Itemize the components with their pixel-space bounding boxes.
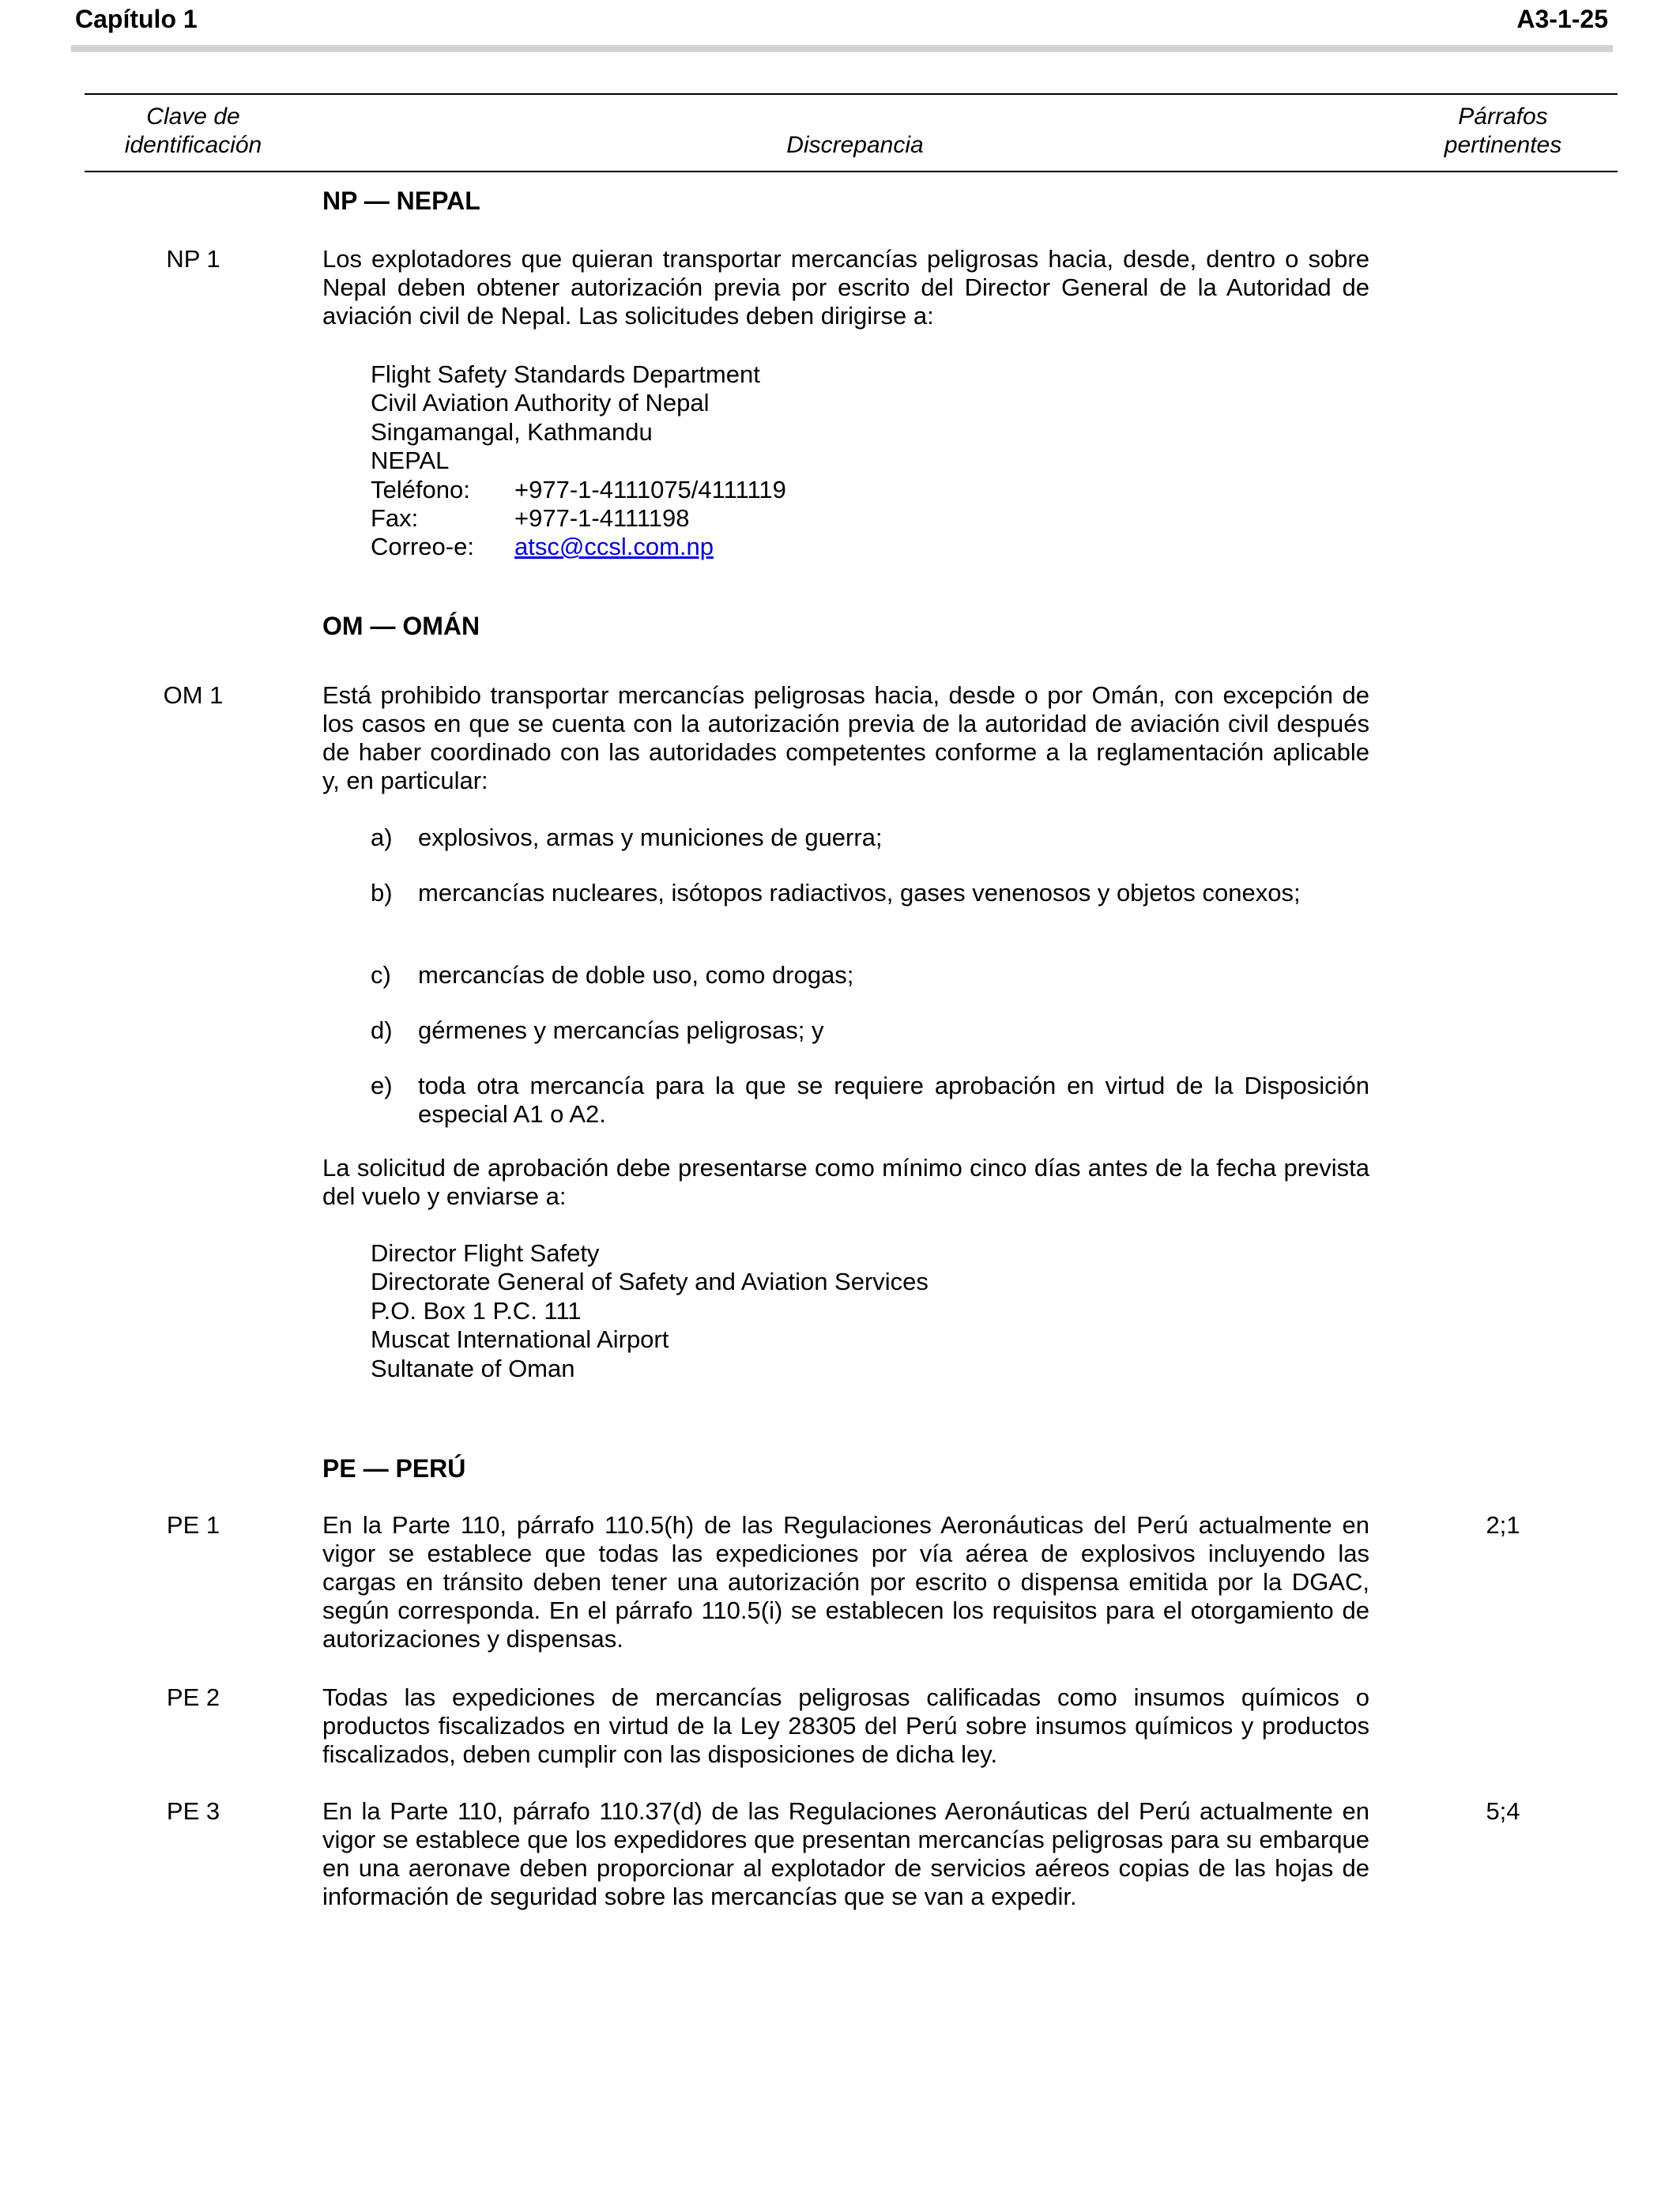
list-item-b: b) mercancías nucleares, isótopos radiactivos, gases venenosos y objetos conexos; [371, 879, 1301, 907]
entry-text-om1: Está prohibido transportar mercancías peligrosas hacia, desde o por Omán, con excepción de los casos en que se cuenta con la autorización previa de la autoridad de aviación civil después de haber coordinado con las autoridades competentes conforme a la reglamentación aplicable y, en particular: [322, 681, 1369, 794]
page-number: A3-1-25 [1516, 5, 1608, 33]
section-heading-nepal: NP — NEPAL [322, 187, 480, 215]
list-item-d: d) gérmenes y mercancías peligrosas; y [371, 1016, 824, 1044]
column-header-discrepancy: Discrepancia [786, 132, 924, 158]
entry-key-pe1: PE 1 [166, 1511, 220, 1539]
column-header-refs: Párrafos pertinentes [1444, 104, 1562, 158]
address-block-oman: Director Flight Safety Directorate General of Safety and Aviation Services P.O. Box 1 P.C. 111 Muscat International Airport Sultanate of Oman [371, 1239, 929, 1382]
list-item-e: e) toda otra mercancía para la que se requiere aprobación en virtud de la Disposición especial A1 o A2. [371, 1072, 1369, 1128]
email-link[interactable]: atsc@ccsl.com.np [514, 533, 714, 561]
entry-key-np1: NP 1 [166, 245, 220, 273]
entry-key-om1: OM 1 [163, 681, 224, 709]
entry-text-np1: Los explotadores que quieran transportar mercancías peligrosas hacia, desde, dentro o sobre Nepal deben obtener autorización previa por escrito del Director General de la Autoridad de aviación civil de Nepal. Las solicitudes deben dirigirse a: [322, 245, 1369, 330]
header-rule [71, 45, 1613, 52]
phone-row: Teléfono: +977-1-4111075/4111119 [371, 475, 786, 503]
chapter-label: Capítulo 1 [75, 5, 198, 33]
entry-key-pe2: PE 2 [166, 1683, 220, 1711]
column-header-key: Clave de identificación [124, 104, 262, 158]
entry-text-pe3: En la Parte 110, párrafo 110.37(d) de las Regulaciones Aeronáuticas del Perú actualmente en vigor se establece que los expedidores que presentan mercancías peligrosas para su embarque en una aeronave deben proporcionar al explotador de servicios aéreos copias de las hojas de información de seguridad sobre las mercancías que se van a expedir. [322, 1797, 1369, 1910]
list-item-a: a) explosivos, armas y municiones de guerra; [371, 824, 883, 851]
entry-text-pe2: Todas las expediciones de mercancías peligrosas calificadas como insumos químicos o productos fiscalizados en virtud de la Ley 28305 del Perú sobre insumos químicos y productos fiscalizados, deben cumplir con las disposiciones de dicha ley. [322, 1683, 1369, 1768]
email-row: Correo-e: atsc@ccsl.com.np [371, 533, 714, 561]
request-text-om1: La solicitud de aprobación debe presentarse como mínimo cinco días antes de la fecha prevista del vuelo y enviarse a: [322, 1154, 1369, 1210]
address-block-nepal: Flight Safety Standards Department Civil Aviation Authority of Nepal Singamangal, Kathmandu NEPAL Teléfono: +977-1-4111075/4111119 Fax: +977-1-4111198 Correo-e: atsc@ccsl.com.np [371, 360, 786, 561]
list-item-c: c) mercancías de doble uso, como drogas; [371, 961, 854, 989]
section-heading-peru: PE — PERÚ [322, 1454, 466, 1483]
entry-refs-pe3: 5;4 [1486, 1797, 1520, 1825]
running-head [75, 3, 1608, 35]
section-heading-oman: OM — OMÁN [322, 612, 480, 640]
entry-key-pe3: PE 3 [166, 1797, 220, 1825]
table-column-header [85, 93, 1618, 172]
fax-row: Fax: +977-1-4111198 [371, 504, 690, 533]
entry-text-pe1: En la Parte 110, párrafo 110.5(h) de las Regulaciones Aeronáuticas del Perú actualmente en vigor se establece que todas las expediciones por vía aérea de explosivos incluyendo las cargas en tránsito deben tener una autorización por escrito o dispensa emitida por la DGAC, según corresponda. En el párrafo 110.5(i) se establecen los requisitos para el otorgamiento de autorizaciones y dispensas. [322, 1511, 1369, 1653]
entry-refs-pe1: 2;1 [1486, 1511, 1520, 1539]
